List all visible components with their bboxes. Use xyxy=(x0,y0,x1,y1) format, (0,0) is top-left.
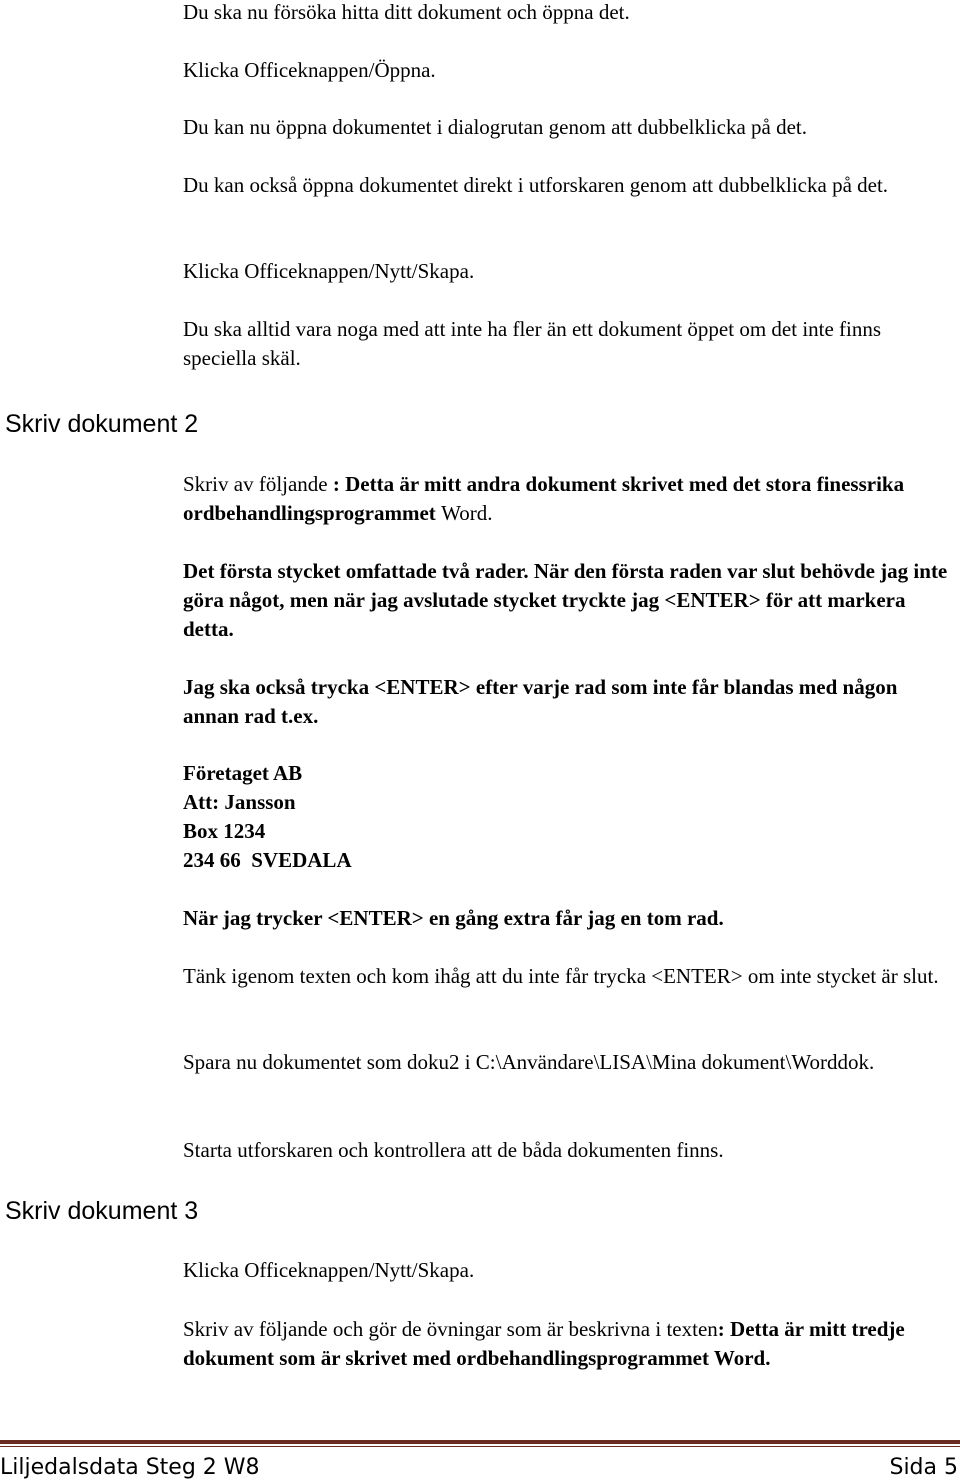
paragraph-save-document: Spara nu dokumentet som doku2 i C:\Användare\LISA\Mina dokument\Worddok. xyxy=(183,1050,875,1074)
paragraph-enter-each-row: Jag ska också trycka <ENTER> efter varje rad som inte får blandas med någon annan rad t.ex. xyxy=(183,675,898,728)
address-block xyxy=(183,759,953,875)
heading-skriv-dokument-2: Skriv dokument 2 xyxy=(5,410,199,438)
address-line: Företaget AB xyxy=(183,761,303,785)
address-line: 234 66 SVEDALA xyxy=(183,848,352,872)
footer-divider-thick xyxy=(0,1440,960,1444)
footer-left-text: Liljedalsdata Steg 2 W8 xyxy=(0,1455,260,1480)
paragraph-start-explorer: Starta utforskaren och kontrollera att de båda dokumenten finns. xyxy=(183,1138,724,1162)
paragraph-empty-row: När jag trycker <ENTER> en gång extra får jag en tom rad. xyxy=(183,906,724,930)
address-line: Att: Jansson xyxy=(183,790,296,814)
paragraph-click-new: Klicka Officeknappen/Nytt/Skapa. xyxy=(183,259,475,283)
paragraph-open-dialog: Du kan nu öppna dokumentet i dialogrutan genom att dubbelklicka på det. xyxy=(183,115,808,139)
text-word: Word. xyxy=(441,501,493,525)
paragraph-find-document: Du ska nu försöka hitta ditt dokument och öppna det. xyxy=(183,0,630,24)
text-prefix: Skriv av följande och gör de övningar som är beskrivna i texten xyxy=(183,1317,718,1341)
paragraph-open-explorer: Du kan också öppna dokumentet direkt i utforskaren genom att dubbelklicka på det. xyxy=(183,173,889,197)
paragraph-click-open: Klicka Officeknappen/Öppna. xyxy=(183,58,436,82)
paragraph-one-document: Du ska alltid vara noga med att inte ha fler än ett dokument öppet om det inte finns speciella skäl. xyxy=(183,317,882,370)
text-prefix: Skriv av följande xyxy=(183,472,333,496)
paragraph-third-document xyxy=(183,1315,953,1373)
paragraph-think-through: Tänk igenom texten och kom ihåg att du inte får trycka <ENTER> om inte stycket är slut. xyxy=(183,964,939,988)
heading-skriv-dokument-3: Skriv dokument 3 xyxy=(5,1197,199,1225)
footer-divider-thin xyxy=(0,1446,960,1447)
text-bold: : Detta är mitt tredje dokument som är skrivet med ordbehandlingsprogrammet Word. xyxy=(183,1317,905,1370)
page-footer xyxy=(0,1453,958,1483)
text-bold: : Detta är mitt andra dokument skrivet med det stora finessrika ordbehandlingsprogrammet xyxy=(183,472,905,525)
address-line: Box 1234 xyxy=(183,819,266,843)
paragraph-click-new-2: Klicka Officeknappen/Nytt/Skapa. xyxy=(183,1258,475,1282)
paragraph-type-following xyxy=(183,470,953,528)
footer-page-number: Sida 5 xyxy=(889,1455,958,1480)
paragraph-first-stycket: Det första stycket omfattade två rader. När den första raden var slut behövde jag inte göra något, men när jag avslutade stycket tryckte jag <ENTER> för att markera detta. xyxy=(183,559,948,641)
